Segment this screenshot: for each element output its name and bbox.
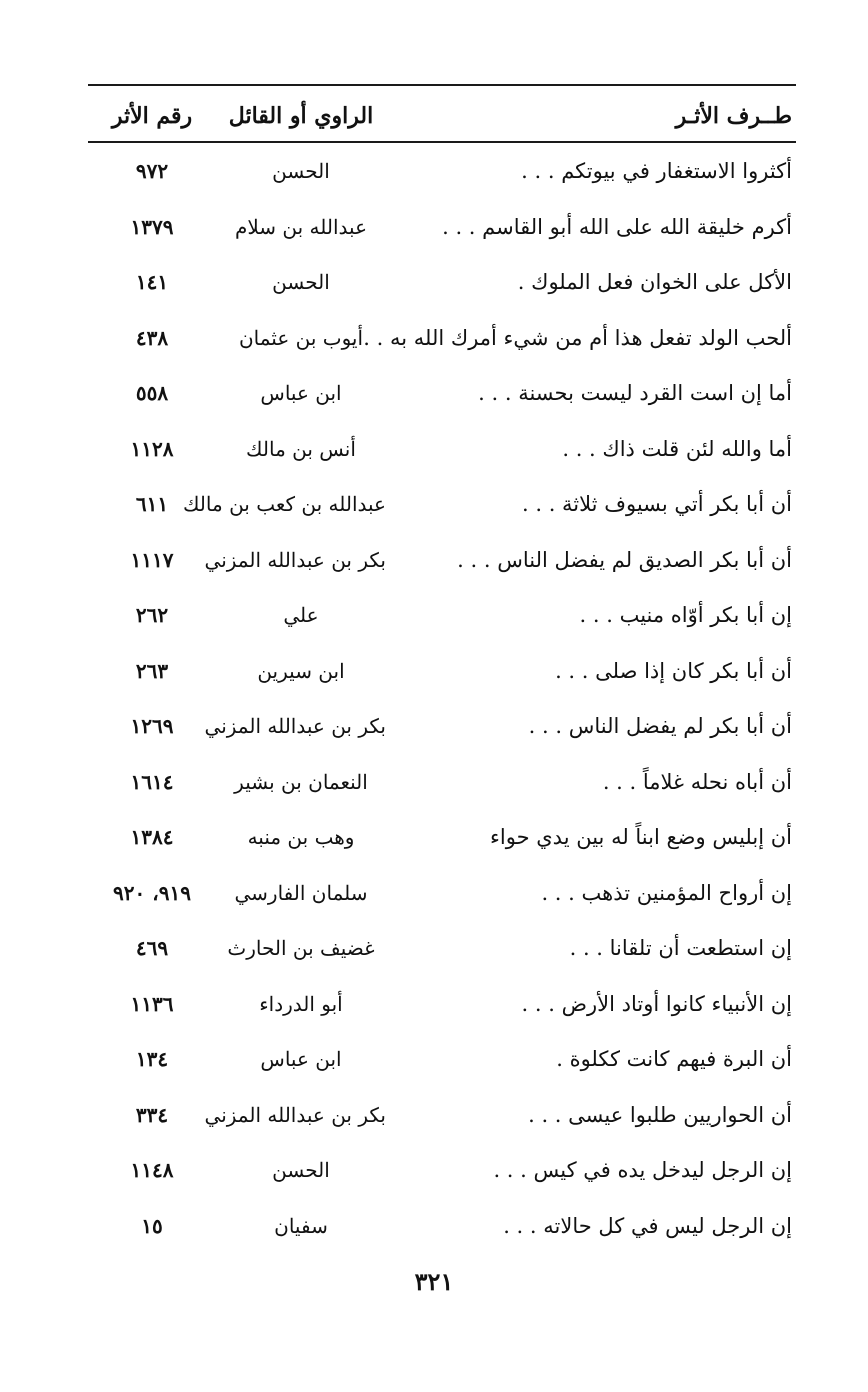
table-row <box>88 429 796 469</box>
row-narrator: بكر بن عبدالله المزني <box>204 714 386 738</box>
table-row <box>88 1039 796 1079</box>
row-narrator: ابن عباس <box>260 1047 342 1071</box>
row-narrator: علي <box>283 603 319 627</box>
row-narrator: عبدالله بن كعب بن مالك <box>182 492 386 516</box>
table-row <box>88 984 796 1024</box>
row-title: أن أبا بكر الصديق لم يفضل الناس . . . <box>457 548 792 572</box>
row-narrator: وهب بن منبه <box>247 825 355 849</box>
row-title: أن إبليس وضع ابناً له بين يدي حواء <box>490 825 792 849</box>
table-row <box>88 651 796 691</box>
table-row <box>88 151 796 191</box>
row-narrator: بكر بن عبدالله المزني <box>204 1103 386 1127</box>
row-narrator: الحسن <box>272 1158 330 1182</box>
row-number: ٩١٩، ٩٢٠ <box>113 881 191 905</box>
row-number: ١١٤٨ <box>130 1158 174 1182</box>
row-title: إن الأنبياء كانوا أوتاد الأرض . . . <box>521 992 792 1016</box>
row-narrator: أبو الدرداء <box>259 992 343 1016</box>
row-narrator: غضيف بن الحارث <box>227 936 375 960</box>
table-row <box>88 484 796 524</box>
row-narrator: الحسن <box>272 270 330 294</box>
row-narrator: الحسن <box>272 159 330 183</box>
table-row <box>88 1150 796 1190</box>
row-title: أن أبا بكر كان إذا صلى . . . <box>555 659 792 683</box>
table-row <box>88 762 796 802</box>
row-narrator: سفيان <box>274 1214 328 1238</box>
table-row <box>88 262 796 302</box>
top-rule <box>88 84 796 86</box>
row-number: ١١٢٨ <box>130 437 174 461</box>
row-number: ١١٣٦ <box>130 992 174 1016</box>
row-number: ٦١١ <box>135 492 169 516</box>
row-number: ٩٧٢ <box>135 159 169 183</box>
row-narrator: أيوب بن عثمان <box>238 326 364 350</box>
row-number: ١١١٧ <box>130 548 174 572</box>
row-title: أكرم خليقة الله على الله أبو القاسم . . . <box>442 215 792 239</box>
table-row <box>88 540 796 580</box>
table-row <box>88 318 796 358</box>
row-title: أن الحواريين طلبوا عيسى . . . <box>528 1103 792 1127</box>
row-number: ٥٥٨ <box>135 381 169 405</box>
row-narrator: بكر بن عبدالله المزني <box>204 548 386 572</box>
row-number: ٢٦٢ <box>135 603 169 627</box>
row-title: إن استطعت أن تلقانا . . . <box>569 936 792 960</box>
table-row <box>88 928 796 968</box>
table-row <box>88 1206 796 1246</box>
row-title: أما إن است القرد ليست بحسنة . . . <box>478 381 792 405</box>
header-rule <box>88 141 796 143</box>
row-title: إن أرواح المؤمنين تذهب . . . <box>541 881 792 905</box>
header-title-column: طــرف الأثـر <box>675 103 792 129</box>
row-number: ١٣٧٩ <box>130 215 174 239</box>
row-narrator: أنس بن مالك <box>246 437 356 461</box>
row-number: ٣٣٤ <box>135 1103 169 1127</box>
row-title: أن أباه نحله غلاماً . . . <box>602 770 792 794</box>
row-narrator: سلمان الفارسي <box>234 881 368 905</box>
row-title: الأكل على الخوان فعل الملوك . <box>517 270 792 294</box>
row-number: ١٣٤ <box>135 1047 169 1071</box>
row-number: ١٥ <box>141 1214 163 1238</box>
row-number: ٢٦٣ <box>135 659 169 683</box>
row-narrator: ابن عباس <box>260 381 342 405</box>
row-title: إن الرجل ليس في كل حالاته . . . <box>503 1214 792 1238</box>
row-number: ١٢٦٩ <box>130 714 174 738</box>
row-title: أن أبا بكر لم يفضل الناس . . . <box>528 714 792 738</box>
row-number: ٤٣٨ <box>135 326 169 350</box>
table-row <box>88 1095 796 1135</box>
row-number: ٤٦٩ <box>135 936 169 960</box>
row-title: ألحب الولد تفعل هذا أم من شيء أمرك الله به . . . <box>349 326 792 350</box>
table-row <box>88 706 796 746</box>
row-title: أما والله لئن قلت ذاك . . . <box>562 437 792 461</box>
page-number: ٣٢١ <box>414 1267 454 1296</box>
table-row <box>88 595 796 635</box>
row-title: أن أبا بكر أتي بسيوف ثلاثة . . . <box>522 492 792 516</box>
header-number-column: رقم الأثر <box>111 103 193 129</box>
row-title: أن البرة فيهم كانت ككلوة . <box>556 1047 792 1071</box>
table-row <box>88 207 796 247</box>
row-number: ١٦١٤ <box>130 770 174 794</box>
row-number: ١٤١ <box>135 270 169 294</box>
table-row <box>88 373 796 413</box>
row-number: ١٣٨٤ <box>130 825 174 849</box>
table-row <box>88 817 796 857</box>
table-header <box>88 96 796 136</box>
table-row <box>88 873 796 913</box>
header-narrator-column: الراوي أو القائل <box>228 103 374 129</box>
row-title: إن أبا بكر أوّاه منيب . . . <box>579 603 792 627</box>
row-narrator: عبدالله بن سلام <box>234 215 368 239</box>
row-title: أكثروا الاستغفار في بيوتكم . . . <box>521 159 792 183</box>
row-narrator: النعمان بن بشير <box>234 770 368 794</box>
row-narrator: ابن سيرين <box>257 659 345 683</box>
row-title: إن الرجل ليدخل يده في كيس . . . <box>493 1158 792 1182</box>
